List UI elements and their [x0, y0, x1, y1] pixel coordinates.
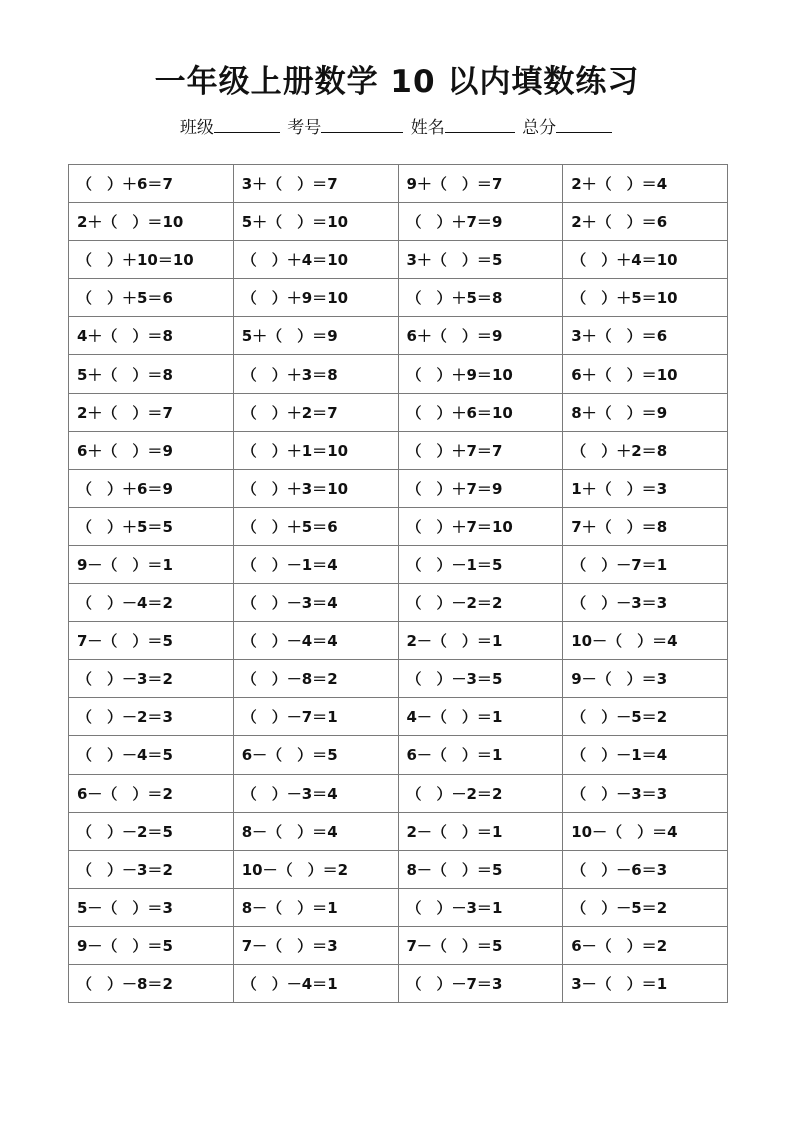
problem-cell: （ ）＋6＝10 [398, 393, 563, 431]
problem-row [69, 698, 728, 736]
problem-cell: 9＋（ ）＝7 [398, 165, 563, 203]
problem-cell: 8－（ ）＝5 [398, 850, 563, 888]
problem-cell: 8＋（ ）＝9 [563, 393, 728, 431]
problem-cell: （ ）＋7＝9 [398, 469, 563, 507]
problem-cell: （ ）－1＝4 [563, 736, 728, 774]
problem-cell: （ ）－3＝5 [398, 660, 563, 698]
problem-cell: （ ）－2＝2 [398, 584, 563, 622]
problem-cell: （ ）＋9＝10 [233, 279, 398, 317]
problem-cell: （ ）＋7＝7 [398, 431, 563, 469]
problem-cell: （ ）＋3＝10 [233, 469, 398, 507]
problem-cell: （ ）＋10＝10 [69, 241, 234, 279]
problem-row [69, 812, 728, 850]
problem-cell: 6－（ ）＝2 [69, 774, 234, 812]
problem-cell: （ ）－7＝1 [233, 698, 398, 736]
exam-number-label: 考号 [287, 118, 322, 138]
problem-cell: 2－（ ）＝1 [398, 812, 563, 850]
problem-row [69, 279, 728, 317]
problem-cell: （ ）－6＝3 [563, 850, 728, 888]
problem-cell: （ ）－2＝2 [398, 774, 563, 812]
problem-cell: 10－（ ）＝4 [563, 622, 728, 660]
problem-cell: （ ）－3＝4 [233, 584, 398, 622]
problem-cell: 2＋（ ）＝7 [69, 393, 234, 431]
problem-cell: 5＋（ ）＝8 [69, 355, 234, 393]
problem-cell: （ ）－2＝3 [69, 698, 234, 736]
problem-cell: （ ）＋9＝10 [398, 355, 563, 393]
problem-row [69, 469, 728, 507]
problem-cell: （ ）＋4＝10 [563, 241, 728, 279]
problem-cell: （ ）－7＝3 [398, 964, 563, 1002]
problem-cell: （ ）－7＝1 [563, 545, 728, 583]
problem-cell: （ ）＋6＝9 [69, 469, 234, 507]
problem-row [69, 203, 728, 241]
problem-cell: 3＋（ ）＝7 [233, 165, 398, 203]
problem-grid [68, 164, 728, 1003]
page-title: 一年级上册数学 10 以内填数练习 [154, 64, 640, 100]
problem-cell: （ ）－1＝5 [398, 545, 563, 583]
problem-cell: 10－（ ）＝4 [563, 812, 728, 850]
problem-row [69, 964, 728, 1002]
problem-row [69, 507, 728, 545]
problem-cell: 6－（ ）＝2 [563, 926, 728, 964]
problem-cell: （ ）＋6＝7 [69, 165, 234, 203]
student-info-line [0, 114, 794, 141]
problem-cell: （ ）＋3＝8 [233, 355, 398, 393]
problem-grid-body [69, 165, 728, 1003]
problem-row [69, 774, 728, 812]
problem-cell: 4＋（ ）＝8 [69, 317, 234, 355]
class-label: 班级 [179, 118, 214, 138]
problem-row [69, 888, 728, 926]
problem-cell: 3＋（ ）＝6 [563, 317, 728, 355]
problem-cell: 6＋（ ）＝10 [563, 355, 728, 393]
problem-cell: （ ）－5＝2 [563, 698, 728, 736]
problem-cell: （ ）－3＝1 [398, 888, 563, 926]
problem-cell: （ ）＋1＝10 [233, 431, 398, 469]
problem-cell: 9－（ ）＝1 [69, 545, 234, 583]
problem-cell: 6－（ ）＝1 [398, 736, 563, 774]
score-blank[interactable] [556, 114, 612, 133]
problem-cell: 3－（ ）＝1 [563, 964, 728, 1002]
problem-cell: 9－（ ）＝3 [563, 660, 728, 698]
problem-cell: 5－（ ）＝3 [69, 888, 234, 926]
problem-cell: 6－（ ）＝5 [233, 736, 398, 774]
problem-cell: 5＋（ ）＝9 [233, 317, 398, 355]
problem-row [69, 622, 728, 660]
problem-row [69, 393, 728, 431]
problem-cell: 6＋（ ）＝9 [398, 317, 563, 355]
problem-cell: 2＋（ ）＝4 [563, 165, 728, 203]
problem-row [69, 431, 728, 469]
problem-cell: 7－（ ）＝5 [69, 622, 234, 660]
problem-cell: 3＋（ ）＝5 [398, 241, 563, 279]
problem-cell: 7－（ ）＝5 [398, 926, 563, 964]
name-blank[interactable] [445, 114, 515, 133]
problem-cell: （ ）＋4＝10 [233, 241, 398, 279]
problem-cell: （ ）－4＝1 [233, 964, 398, 1002]
problem-cell: （ ）－4＝5 [69, 736, 234, 774]
problem-row [69, 355, 728, 393]
problem-row [69, 660, 728, 698]
problem-cell: 7－（ ）＝3 [233, 926, 398, 964]
problem-cell: （ ）＋5＝10 [563, 279, 728, 317]
problem-cell: 8－（ ）＝4 [233, 812, 398, 850]
problem-cell: （ ）－3＝3 [563, 584, 728, 622]
problem-cell: 9－（ ）＝5 [69, 926, 234, 964]
score-label: 总分 [522, 118, 557, 138]
problem-cell: （ ）＋5＝5 [69, 507, 234, 545]
problem-cell: （ ）－8＝2 [69, 964, 234, 1002]
problem-row [69, 241, 728, 279]
name-label: 姓名 [410, 118, 445, 138]
problem-row [69, 850, 728, 888]
problem-cell: （ ）＋7＝9 [398, 203, 563, 241]
problem-cell: （ ）＋5＝8 [398, 279, 563, 317]
problem-cell: （ ）－3＝4 [233, 774, 398, 812]
problem-cell: （ ）－8＝2 [233, 660, 398, 698]
problem-cell: 8－（ ）＝1 [233, 888, 398, 926]
problem-cell: （ ）－4＝2 [69, 584, 234, 622]
problem-cell: 2＋（ ）＝10 [69, 203, 234, 241]
problem-row [69, 926, 728, 964]
problem-row [69, 545, 728, 583]
problem-row [69, 165, 728, 203]
problem-cell: 10－（ ）＝2 [233, 850, 398, 888]
problem-row [69, 584, 728, 622]
problem-cell: （ ）＋2＝7 [233, 393, 398, 431]
problem-cell: 2＋（ ）＝6 [563, 203, 728, 241]
problem-cell: （ ）－2＝5 [69, 812, 234, 850]
problem-cell: （ ）＋5＝6 [233, 507, 398, 545]
problem-cell: （ ）－1＝4 [233, 545, 398, 583]
problem-cell: （ ）－5＝2 [563, 888, 728, 926]
problem-cell: 4－（ ）＝1 [398, 698, 563, 736]
problem-cell: （ ）－3＝2 [69, 660, 234, 698]
problem-cell: （ ）＋7＝10 [398, 507, 563, 545]
problem-cell: 1＋（ ）＝3 [563, 469, 728, 507]
problem-cell: （ ）＋2＝8 [563, 431, 728, 469]
problem-cell: 2－（ ）＝1 [398, 622, 563, 660]
problem-row [69, 736, 728, 774]
problem-row [69, 317, 728, 355]
class-blank[interactable] [214, 114, 280, 133]
problem-cell: （ ）－3＝2 [69, 850, 234, 888]
problem-cell: 7＋（ ）＝8 [563, 507, 728, 545]
problem-cell: 6＋（ ）＝9 [69, 431, 234, 469]
problem-cell: 5＋（ ）＝10 [233, 203, 398, 241]
problem-cell: （ ）＋5＝6 [69, 279, 234, 317]
problem-cell: （ ）－3＝3 [563, 774, 728, 812]
problem-cell: （ ）－4＝4 [233, 622, 398, 660]
exam-number-blank[interactable] [321, 114, 403, 133]
